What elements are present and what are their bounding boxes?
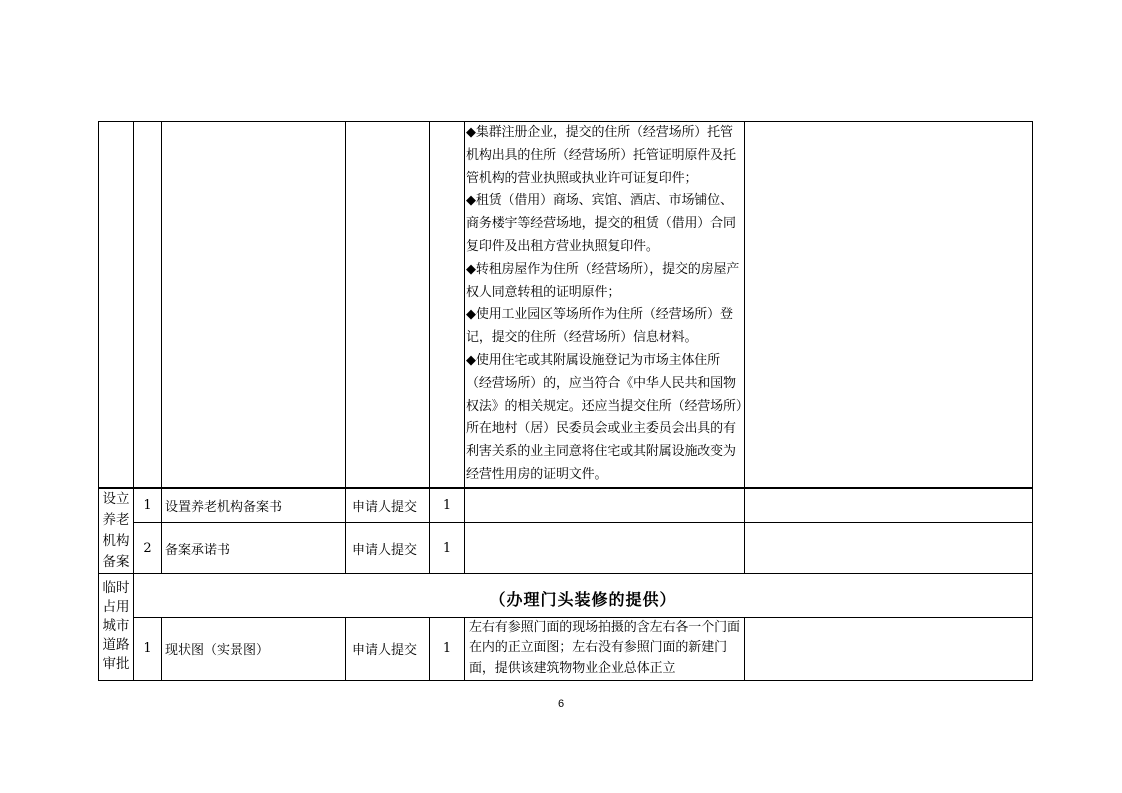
count-cell: 1 xyxy=(430,488,465,523)
requirement-cell xyxy=(465,523,745,573)
page-number: 6 xyxy=(557,698,565,710)
material-name-cell: 设置养老机构备案书 xyxy=(162,488,346,523)
category-cell: 设立养老机构备案 xyxy=(99,488,134,574)
note-cell xyxy=(745,523,1033,573)
table-row xyxy=(99,523,1033,573)
source-cell: 申请人提交 xyxy=(346,488,430,523)
material-name-cell: 备案承诺书 xyxy=(162,523,346,573)
number-cell: 2 xyxy=(134,523,162,573)
requirement-item: ◆使用住宅或其附属设施登记为市场主体住所（经营场所）的，应当符合《中华人民共和国物权法》的相关规定。还应当提交住所（经营场所）所在地村（居）民委员会或业主委员会出具的有利害关系的业主同意将住宅或其附属设施改变为经营性用房的证明文件。 xyxy=(466,352,743,482)
materials-table xyxy=(98,121,1033,681)
table-row xyxy=(99,617,1033,680)
section-heading: （办理门头装修的提供） xyxy=(134,573,1033,617)
note-cell xyxy=(745,617,1033,680)
category-cell: 临时占用城市道路审批 xyxy=(99,573,134,680)
requirement-item: ◆租赁（借用）商场、宾馆、酒店、市场铺位、商务楼宇等经营场地，提交的租赁（借用）合同复印件及出租方营业执照复印件。 xyxy=(466,193,736,254)
requirement-cell xyxy=(465,122,745,488)
number-cell: 1 xyxy=(134,617,162,680)
source-cell: 申请人提交 xyxy=(346,523,430,573)
note-cell xyxy=(745,488,1033,523)
requirement-item: ◆转租房屋作为住所（经营场所），提交的房屋产权人同意转租的证明原件； xyxy=(466,261,740,300)
count-cell: 1 xyxy=(430,523,465,573)
requirement-cell: 左右有参照门面的现场拍摄的含左右各一个门面在内的正立面图；左右没有参照门面的新建门面，提供该建筑物物业企业总体正立 xyxy=(465,617,745,680)
material-name-cell xyxy=(162,122,346,488)
source-cell xyxy=(346,122,430,488)
note-cell xyxy=(745,122,1033,488)
count-cell xyxy=(430,122,465,488)
table-row-section-heading xyxy=(99,573,1033,617)
requirement-item: ◆集群注册企业，提交的住所（经营场所）托管机构出具的住所（经营场所）托管证明原件及托管机构的营业执照或执业许可证复印件； xyxy=(466,125,736,186)
requirement-item: ◆使用工业园区等场所作为住所（经营场所）登记，提交的住所（经营场所）信息材料。 xyxy=(466,307,733,346)
number-cell: 1 xyxy=(134,488,162,523)
table-row xyxy=(99,488,1033,523)
count-cell: 1 xyxy=(430,617,465,680)
requirement-cell xyxy=(465,488,745,523)
number-cell xyxy=(134,122,162,488)
material-name-cell: 现状图（实景图） xyxy=(162,617,346,680)
category-cell xyxy=(99,122,134,488)
source-cell: 申请人提交 xyxy=(346,617,430,680)
table-row-continuation xyxy=(99,122,1033,488)
